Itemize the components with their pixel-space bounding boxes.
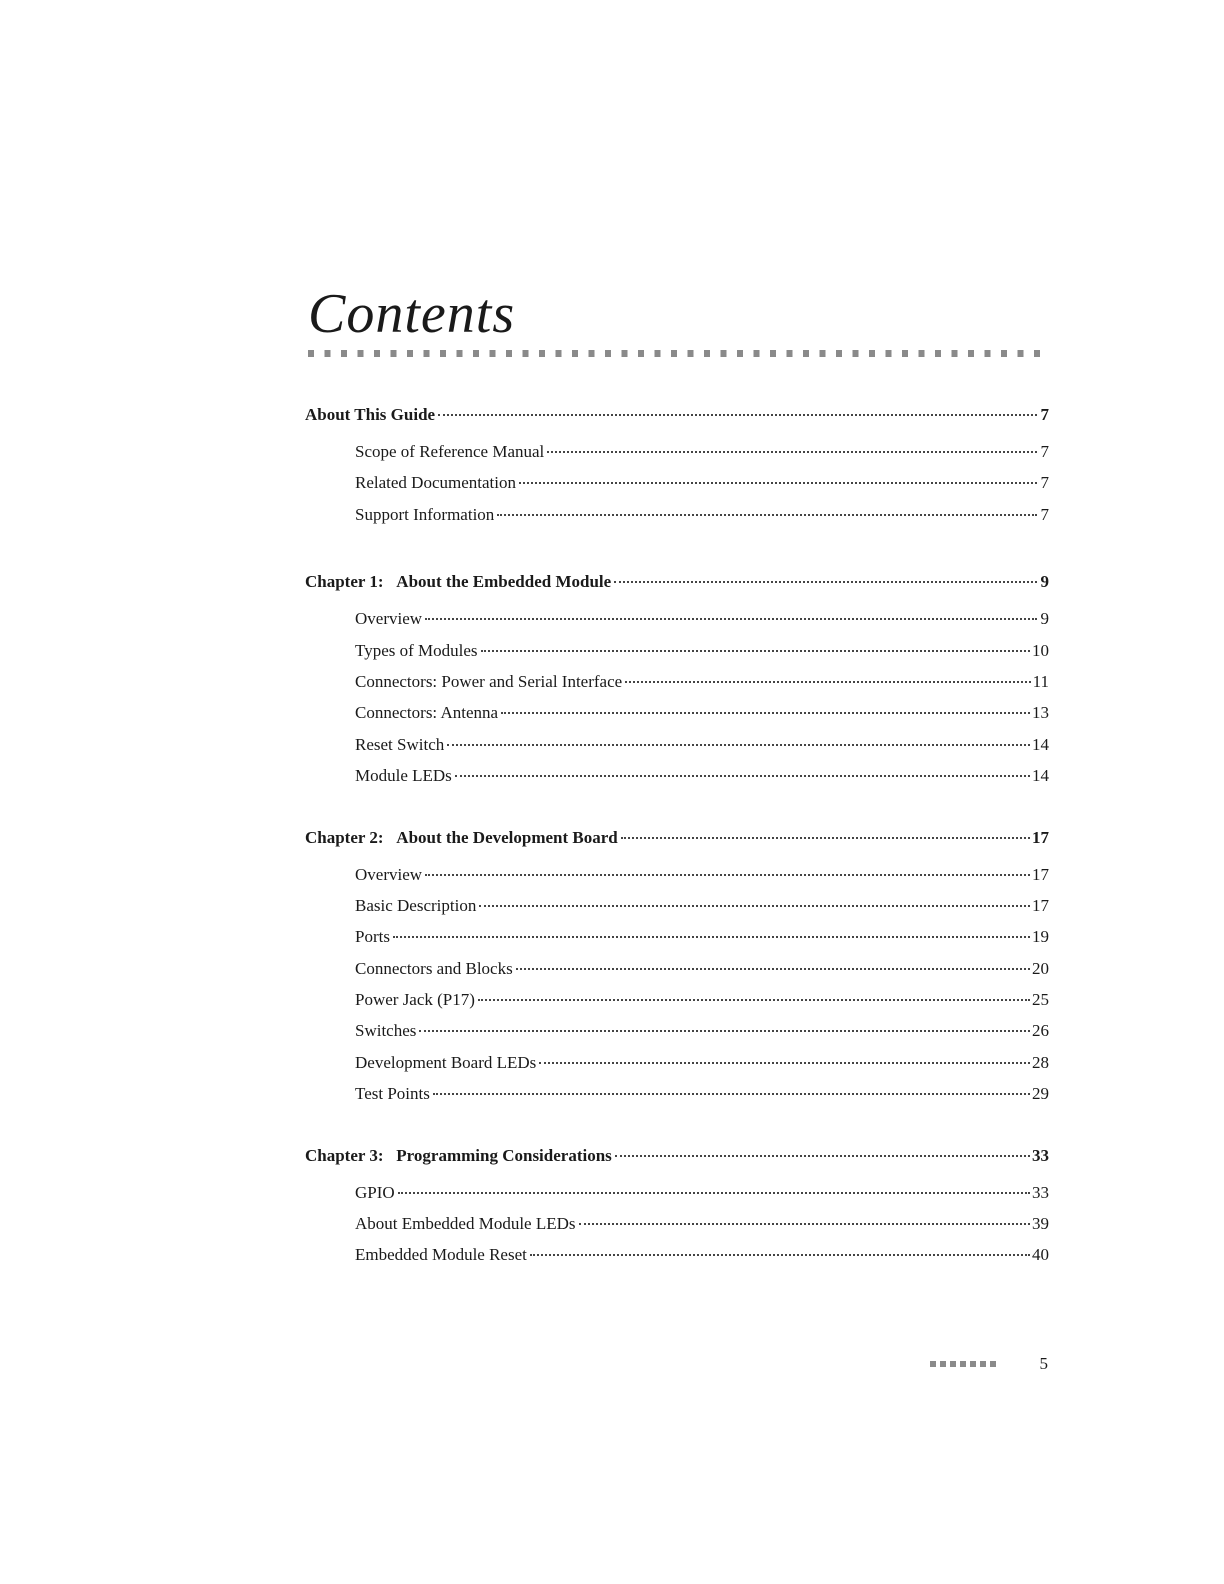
dot-leader [501, 712, 1030, 714]
toc-entry-page: 29 [1032, 1084, 1049, 1104]
toc-entry-label: Reset Switch [355, 734, 445, 754]
toc-heading-label: Chapter 2: About the Development Board [305, 827, 618, 847]
toc-entry-label: Types of Modules [355, 640, 478, 660]
toc-entry-page: 26 [1032, 1021, 1049, 1041]
toc-entry-label: Test Points [355, 1084, 430, 1104]
toc-entry-label: Module LEDs [355, 766, 452, 786]
toc-heading-page: 9 [1040, 572, 1049, 592]
dot-leader [621, 837, 1030, 839]
toc-entry-label: About Embedded Module LEDs [355, 1214, 576, 1234]
toc-entry-page: 39 [1032, 1214, 1049, 1234]
dot-leader [497, 514, 1037, 516]
toc-entry-label: Related Documentation [355, 473, 516, 493]
toc-entry[interactable] [305, 1245, 1049, 1276]
toc-entry[interactable] [305, 1021, 1049, 1052]
toc-entry[interactable] [305, 959, 1049, 990]
toc-heading-label: Chapter 1: About the Embedded Module [305, 572, 612, 592]
dot-leader [519, 482, 1037, 484]
dot-leader [615, 1155, 1030, 1157]
toc-entry-page: 33 [1032, 1182, 1049, 1202]
dot-leader [478, 999, 1030, 1001]
table-of-contents [305, 405, 1049, 1277]
toc-heading-page: 33 [1032, 1145, 1049, 1165]
toc-entry-page: 17 [1032, 895, 1049, 915]
dot-leader [479, 905, 1030, 907]
toc-entry-label: Power Jack (P17) [355, 990, 475, 1010]
toc-entry-label: Basic Description [355, 895, 477, 915]
toc-entry[interactable] [305, 473, 1049, 504]
toc-entry-label: Ports [355, 927, 390, 947]
toc-section-chapter-2 [305, 828, 1049, 1116]
dot-leader [438, 414, 1037, 416]
toc-entry[interactable] [305, 505, 1049, 536]
toc-entry-page: 7 [1040, 473, 1049, 493]
toc-entry-page: 25 [1032, 990, 1049, 1010]
toc-heading[interactable] [305, 405, 1049, 442]
dot-leader [425, 618, 1037, 620]
toc-entry-label: Support Information [355, 504, 495, 524]
dot-leader [425, 874, 1030, 876]
page-title: Contents [308, 283, 516, 345]
toc-entry[interactable] [305, 1214, 1049, 1245]
toc-entry[interactable] [305, 442, 1049, 473]
toc-entry[interactable] [305, 609, 1049, 640]
section-spacer [305, 1116, 1049, 1146]
title-dotted-rule [308, 350, 1048, 357]
toc-heading[interactable] [305, 828, 1049, 865]
dot-leader [455, 775, 1030, 777]
toc-entry[interactable] [305, 672, 1049, 703]
dot-leader [579, 1223, 1031, 1225]
toc-entry-label: Development Board LEDs [355, 1052, 537, 1072]
toc-entry[interactable] [305, 1084, 1049, 1115]
toc-entry[interactable] [305, 1183, 1049, 1214]
toc-entry-page: 14 [1032, 766, 1049, 786]
dot-leader [539, 1062, 1030, 1064]
toc-entry-page: 11 [1032, 671, 1049, 691]
toc-entry[interactable] [305, 1053, 1049, 1084]
dot-leader [625, 681, 1030, 683]
footer-dotted-rule [930, 1361, 1000, 1367]
dot-leader [516, 968, 1030, 970]
dot-leader [433, 1093, 1030, 1095]
toc-entry[interactable] [305, 735, 1049, 766]
toc-entry[interactable] [305, 865, 1049, 896]
toc-entry-page: 14 [1032, 734, 1049, 754]
toc-entry-label: GPIO [355, 1182, 395, 1202]
toc-entry-page: 28 [1032, 1052, 1049, 1072]
toc-entry-label: Connectors: Antenna [355, 703, 499, 723]
toc-section-chapter-3 [305, 1146, 1049, 1277]
toc-entry[interactable] [305, 766, 1049, 797]
toc-entry[interactable] [305, 927, 1049, 958]
toc-entry-page: 40 [1032, 1245, 1049, 1265]
toc-heading-page: 7 [1040, 405, 1049, 424]
toc-entry-page: 17 [1032, 864, 1049, 884]
dot-leader [447, 744, 1030, 746]
toc-entry-label: Connectors and Blocks [355, 958, 513, 978]
dot-leader [398, 1192, 1030, 1194]
page-number: 5 [1039, 1354, 1048, 1373]
toc-heading-label: Chapter 3: Programming Considerations [305, 1145, 612, 1165]
dot-leader [393, 936, 1030, 938]
toc-entry-page: 19 [1032, 927, 1049, 947]
toc-heading-label: About This Guide [305, 405, 436, 424]
section-spacer [305, 798, 1049, 828]
toc-entry-page: 9 [1040, 609, 1049, 629]
toc-entry-page: 10 [1032, 640, 1049, 660]
toc-heading-page: 17 [1032, 827, 1049, 847]
toc-section-chapter-1 [305, 572, 1049, 797]
dot-leader [530, 1254, 1030, 1256]
dot-leader [547, 451, 1037, 453]
toc-section-about-this-guide [305, 405, 1049, 536]
toc-entry-page: 20 [1032, 958, 1049, 978]
toc-heading[interactable] [305, 1146, 1049, 1183]
toc-entry[interactable] [305, 703, 1049, 734]
toc-entry-page: 7 [1040, 504, 1049, 524]
toc-entry[interactable] [305, 641, 1049, 672]
toc-entry-label: Switches [355, 1021, 417, 1041]
toc-entry-label: Scope of Reference Manual [355, 442, 545, 461]
toc-entry-label: Embedded Module Reset [355, 1245, 527, 1265]
dot-leader [614, 581, 1037, 583]
toc-entry[interactable] [305, 896, 1049, 927]
section-spacer [305, 536, 1049, 572]
toc-entry-label: Overview [355, 609, 423, 629]
page-footer [930, 1352, 1048, 1376]
toc-heading[interactable] [305, 572, 1049, 609]
toc-entry-page: 7 [1040, 442, 1049, 461]
dot-leader [481, 650, 1030, 652]
toc-entry-page: 13 [1032, 703, 1049, 723]
toc-entry[interactable] [305, 990, 1049, 1021]
toc-entry-label: Connectors: Power and Serial Interface [355, 671, 623, 691]
toc-entry-label: Overview [355, 864, 423, 884]
dot-leader [419, 1030, 1030, 1032]
